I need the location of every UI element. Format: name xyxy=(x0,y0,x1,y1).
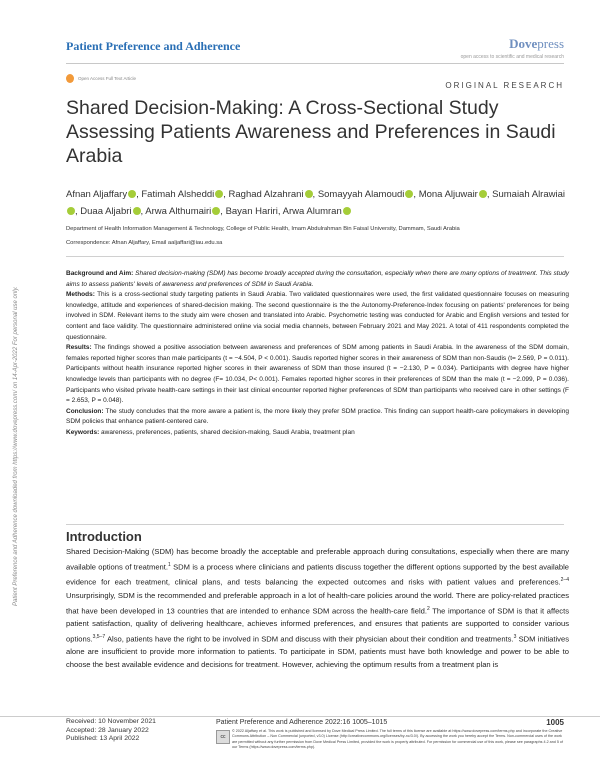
author[interactable]: Somayyah Alamoudi xyxy=(317,189,405,200)
citation-ref[interactable]: 3,5–7 xyxy=(92,634,106,641)
section-heading: Introduction xyxy=(66,529,142,544)
intro-sentence: Unsurprisingly, SDM is the recommended and preferable approach in a lot of health-care policies around the world. There are policy-related practices that have been developed in 13 countries that are intended to enhance SDM across the health-care field. xyxy=(66,590,569,616)
methods-text: This is a cross-sectional study targeting patients in Saudi Arabia. Two validated questionnaires were used, the first validated questionnaire focuses on measuring knowledge, attitude and experiences of shared-decision making. The second questionnaire is the the Autonomy-Preference-Index focusing on patients' preferences for being involved in SDM. Relevant items to the study aim were chosen and translated into Arabic. Psychometric testing was conducted for Arabic and English versions and tested for content and face validity. The questionnaire administered online via social media channels, between February 2021 and May 2021. A total of 411 respondents completed the questionnaire. xyxy=(66,291,569,341)
open-access-badge xyxy=(66,74,136,83)
received-date: Received: 10 November 2021 xyxy=(66,718,156,725)
accepted-date: Accepted: 28 January 2022 xyxy=(66,726,149,734)
background-label: Background and Aim: xyxy=(66,270,134,277)
intro-sentence: The importance of SDM is that it affects patient satisfaction, quality of delivering healthcare, achieves informed preferences, and ensures that patients are supported to consider various options. xyxy=(66,606,569,644)
citation-ref[interactable]: 1 xyxy=(168,561,171,568)
orcid-icon[interactable] xyxy=(67,207,75,215)
brand-suffix: press xyxy=(537,36,564,51)
intro-sentence: SDM initiatives alone are insufficient to provide more information to patients. To participate in SDM, patients must have both knowledge and power to be able to choose the best available evidence and decisions for treatment. However, achieving the optimum results from a treatment plan is xyxy=(66,634,569,670)
orcid-icon[interactable] xyxy=(212,207,220,215)
author-list: Afnan Aljaffary , Fatimah Alsheddi , Raghad Alzahrani , Somayyah Alamoudi , Mona Aljuwair , Sumaiah Alrawiai, Duaa Aljabri , Arwa Althumairi , Bayan Hariri, Arwa Alumran xyxy=(66,189,565,217)
header-divider xyxy=(66,63,564,64)
article-dates xyxy=(66,718,156,744)
open-access-lock-icon xyxy=(66,74,74,83)
conclusion-text: The study concludes that the more aware a patient is, the more likely they prefer SDM practice. This finding can support health-care policymakers in developing SDM policies that enhance patient-centered care. xyxy=(66,407,569,426)
methods-label: Methods: xyxy=(66,291,95,299)
footer-divider xyxy=(0,716,600,717)
orcid-icon[interactable] xyxy=(215,190,223,198)
citation-ref[interactable]: 2–4 xyxy=(560,577,569,584)
author[interactable]: Arwa Alumran xyxy=(282,206,342,217)
open-access-label: Open Access Full Text Article xyxy=(78,76,136,81)
intro-sentence: SDM is a process where clinicians and patients discuss together the different options supported by the best available evidence for each treatment, clinical plans, and tests balancing the expected outcomes and risks with patient values and preferences. xyxy=(66,562,569,587)
intro-sentence: Also, patients have the right to be involved in SDM and discuss with their physician about their condition and treatments. xyxy=(105,634,514,644)
abstract xyxy=(66,269,569,439)
orcid-icon[interactable] xyxy=(405,190,413,198)
author[interactable]: Mona Aljuwair xyxy=(418,189,478,200)
brand-tagline: open access to scientific and medical research xyxy=(460,54,564,60)
article-type: ORIGINAL RESEARCH xyxy=(445,81,564,90)
download-watermark-text: Patient Preference and Adherence downloaded from https://www.dovepress.com/ on 14-Apr-2022 For personal use only. xyxy=(13,286,19,606)
keywords-label: Keywords: xyxy=(66,428,100,436)
keywords-text: awareness, preferences, patients, shared decision-making, Saudi Arabia, treatment plan xyxy=(101,428,355,436)
author[interactable]: Fatimah Alsheddi xyxy=(141,189,215,200)
introduction-text xyxy=(66,546,569,672)
author[interactable]: Arwa Althumairi xyxy=(145,206,212,217)
article-title: Shared Decision-Making: A Cross-Sectional Study Assessing Patients Awareness and Preferences in Saudi Arabia xyxy=(66,97,556,167)
author[interactable]: Sumaiah Alrawiai xyxy=(492,189,565,200)
orcid-icon[interactable] xyxy=(305,190,313,198)
intro-sentence: Shared Decision-Making (SDM) has become broadly the acceptable and preferable approach during consultations, especially when there are many available options of treatment. xyxy=(66,547,569,572)
journal-title: Patient Preference and Adherence xyxy=(66,39,241,53)
citation-ref[interactable]: 2 xyxy=(426,605,430,612)
orcid-icon[interactable] xyxy=(479,190,487,198)
results-text: The findings showed a positive association between awareness and preferences of SDM among patients in Saudi Arabia. In the awareness of the SDM domain, females reported higher scores than male participants (t = −4.504, P < 0.001). Saudis reported higher scores in their awareness of SDM than non-Saudis (t= 2.569, P = 0.011). Participants without health insurance reported higher scores in their awareness of SDM than those insured (t = −2.130, P = 0.034). Participants with degree have higher knowledge levels than participants with no degree (F= 10.034, P< 0.001). Females reported higher scores in their preferences of SDM than the male (t = −2.099, P = 0.036). Participants who visited private health-care settings in their last clinical encounter reported higher preferences of SDM than participants who received care in other settings (F = 2.653, P = 0.048). xyxy=(66,344,569,405)
author[interactable]: Raghad Alzahrani xyxy=(228,189,304,200)
conclusion-label: Conclusion: xyxy=(66,407,104,415)
creative-commons-icon[interactable]: cc xyxy=(216,730,230,744)
background-text: Shared decision-making (SDM) has become broadly accepted during the consultation, especially when there are many options of treatment. This study aims to assess patients' levels of awareness and preferences of SDM in Saudi Arabia. xyxy=(66,270,570,288)
page-number: 1005 xyxy=(546,718,564,727)
published-date: Published: 13 April 2022 xyxy=(66,735,140,742)
affiliation: Department of Health Information Management & Technology, College of Public Health, Imam Abdulrahman Bin Faisal University, Dammam, Saudi Arabia xyxy=(66,226,460,232)
author[interactable]: Duaa Aljabri xyxy=(80,206,132,217)
publisher-brand[interactable] xyxy=(461,36,564,60)
correspondence: Correspondence: Afnan Aljaffary, Email aaljaffari@iau.edu.sa xyxy=(66,240,223,246)
brand-prefix: Dove xyxy=(509,36,538,51)
results-label: Results: xyxy=(66,344,92,352)
orcid-icon[interactable] xyxy=(343,207,351,215)
license-text: © 2022 Aljaffary et al. This work is published and licensed by Dove Medical Press Limited. The full terms of this license are available at https://www.dovepress.com/terms.php and incorporate the Creative Commons Attribution – Non Commercial (unported, v3.0) License (http://creativecommons.org/licenses/by-nc/3.0/). By accessing the work you hereby accept the Terms. Non-commercial uses of the work are permitted without any further permission from Dove Medical Press Limited, provided the work is properly attributed. For permission for commercial use of this work, please see paragraphs 4.2 and 5 of our Terms (https://www.dovepress.com/terms.php). xyxy=(232,729,563,750)
journal-citation: Patient Preference and Adherence 2022:16 1005–1015 xyxy=(216,719,388,726)
orcid-icon[interactable] xyxy=(133,207,141,215)
citation-ref[interactable]: 3 xyxy=(513,634,517,641)
abstract-divider-top xyxy=(66,256,564,257)
download-watermark xyxy=(12,166,26,606)
author[interactable]: Afnan Aljaffary xyxy=(66,189,128,200)
author[interactable]: Bayan Hariri xyxy=(225,206,278,217)
orcid-icon[interactable] xyxy=(128,190,136,198)
abstract-divider-bottom xyxy=(66,524,564,525)
